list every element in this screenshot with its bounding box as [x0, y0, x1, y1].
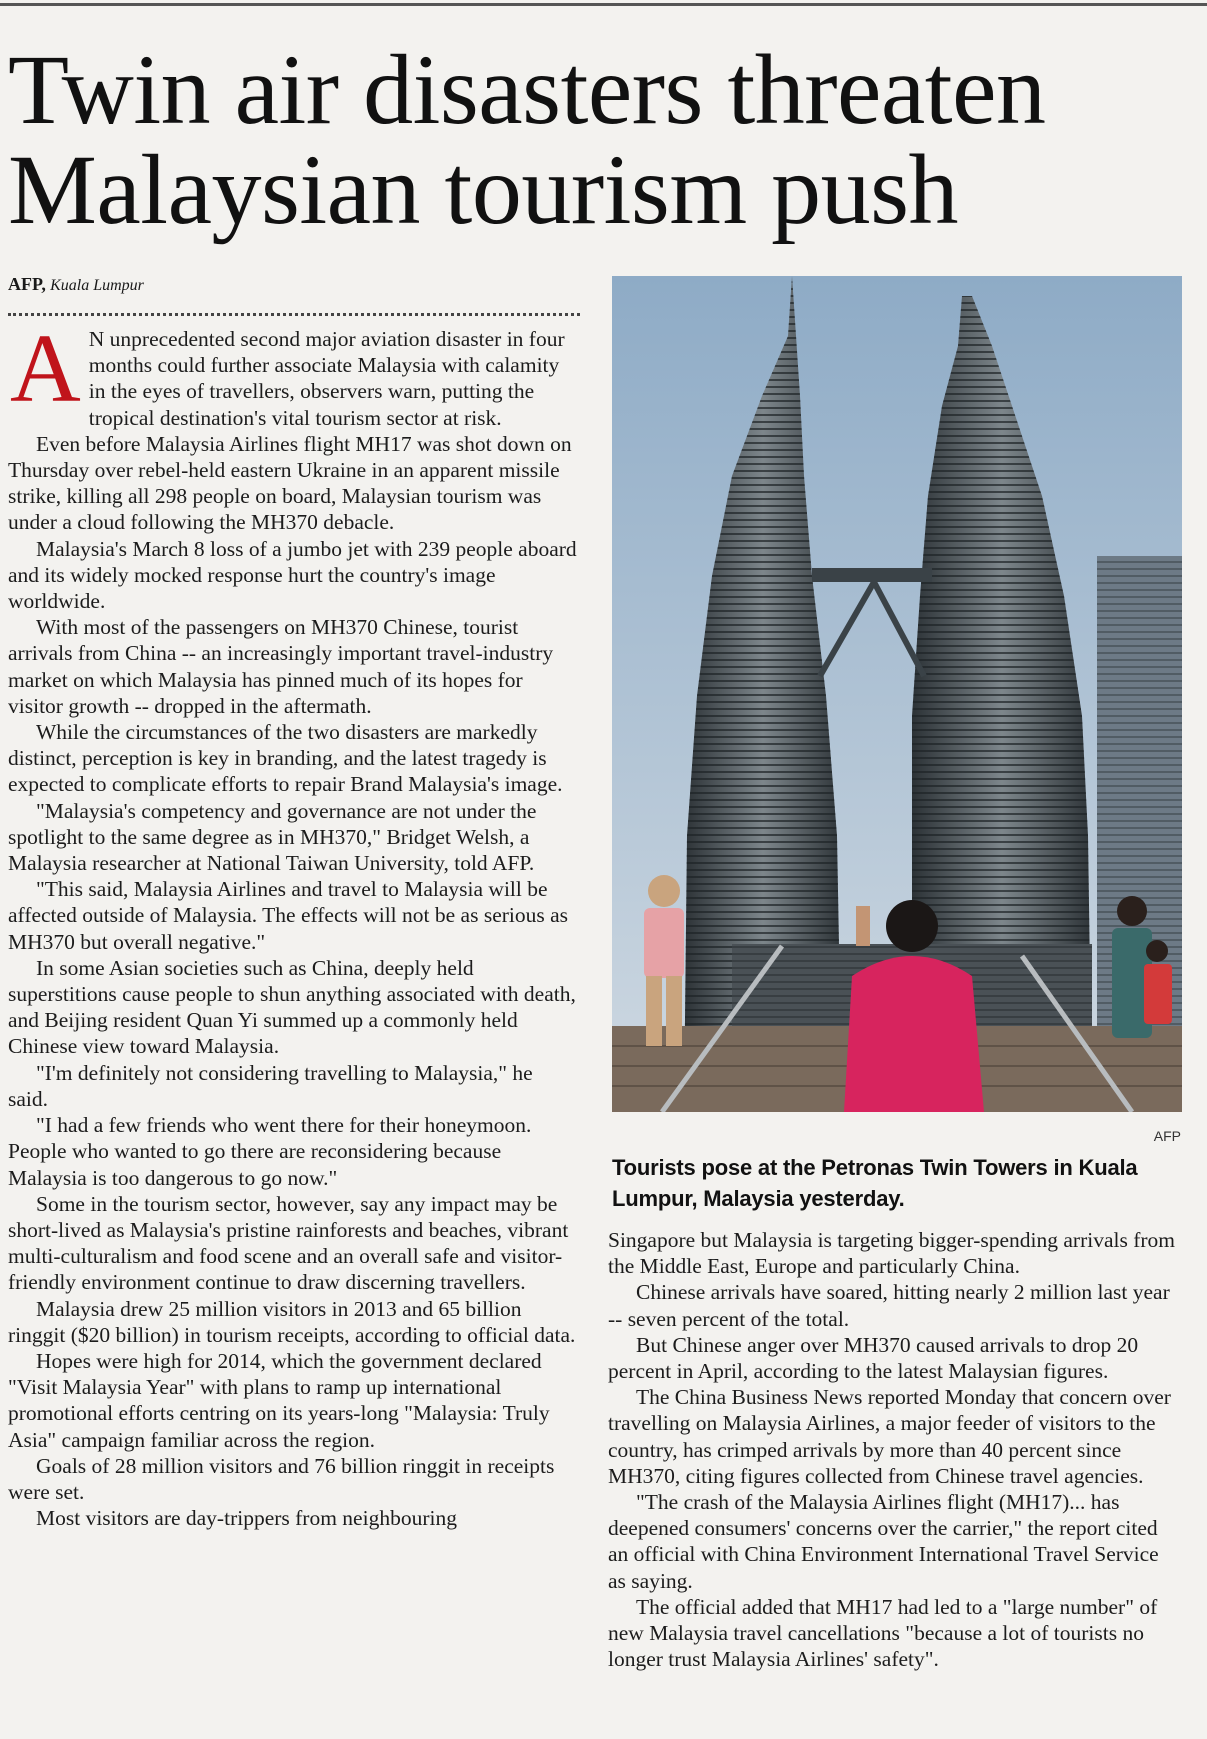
lead-text: N unprecedented second major aviation disaster in four months could further associate Malaysia with calamity in the eyes of travellers, observers warn, putting the tropical destination's vital tourism sector at risk. [88, 327, 565, 430]
paragraph: Hopes were high for 2014, which the government declared "Visit Malaysia Year" with plans to ramp up international promotional efforts centring on its years-long "Malaysia: Truly Asia" campaign familiar across the region. [8, 1348, 550, 1452]
paragraph: The official added that MH17 had led to a "large number" of new Malaysia travel cancellations "because a lot of tourists no longer trust Malaysia Airlines' safety". [608, 1594, 1158, 1672]
paragraph: "The crash of the Malaysia Airlines flight (MH17)... has deepened consumers' concerns over the carrier," the report cited an official with China Environment International Travel Service as saying. [608, 1490, 1159, 1593]
article-column-right [608, 1227, 1178, 1672]
paragraph: Some in the tourism sector, however, say any impact may be short-lived as Malaysia's pristine rainforests and beaches, vibrant multi-culturalism and food scene and an overall safe and visitor-friendly environment continue to draw discerning travellers. [8, 1191, 569, 1295]
towers-photo [612, 276, 1182, 1112]
paragraph: While the circumstances of the two disasters are markedly distinct, perception is key in branding, and the latest tragedy is expected to complicate efforts to repair Brand Malaysia's image. [8, 720, 563, 797]
paragraph: "I'm definitely not considering travelling to Malaysia," he said. [8, 1060, 533, 1111]
paragraph: The China Business News reported Monday that concern over travelling on Malaysia Airlines, a major feeder of visitors to the country, has crimped arrivals by more than 40 percent since MH370, citing figures collected from Chinese travel agencies. [608, 1385, 1171, 1488]
paragraph: Malaysia's March 8 loss of a jumbo jet with 239 people aboard and its widely mocked response hurt the country's image worldwide. [8, 536, 577, 614]
byline [8, 274, 144, 295]
paragraph: But Chinese anger over MH370 caused arrivals to drop 20 percent in April, according to the latest Malaysian figures. [608, 1332, 1139, 1384]
paragraph: "Malaysia's competency and governance are not under the spotlight to the same degree as in MH370," Bridget Welsh, a Malaysia researcher at National Taiwan University, told AFP. [8, 798, 537, 876]
paragraph: Chinese arrivals have soared, hitting nearly 2 million last year -- seven percent of the total. [608, 1280, 1170, 1331]
headline: Twin air disasters threaten Malaysian tourism push [8, 34, 1046, 245]
dotted-divider [8, 313, 580, 316]
paragraph: "This said, Malaysia Airlines and travel to Malaysia will be affected outside of Malaysia. The effects will not be as serious as MH370 but overall negative." [8, 877, 569, 954]
paragraph: With most of the passengers on MH370 Chinese, tourist arrivals from China -- an increasingly important travel-industry market on which Malaysia has pinned much of its hopes for visitor growth -- dropped in the aftermath. [8, 615, 554, 718]
top-rule [0, 3, 1207, 6]
byline-agency: AFP, [8, 274, 46, 294]
paragraph: Most visitors are day-trippers from neighbouring [36, 1506, 457, 1531]
photo-credit: AFP [1153, 1128, 1181, 1144]
paragraph: In some Asian societies such as China, deeply held superstitions cause people to shun anything associated with death, and Beijing resident Quan Yi summed up a commonly held Chinese view toward Malaysia. [8, 955, 576, 1059]
article-column-left [8, 315, 578, 1531]
paragraph: Malaysia drew 25 million visitors in 2013 and 65 billion ringgit ($20 billion) in tourism receipts, according to official data. [8, 1296, 576, 1347]
byline-location: Kuala Lumpur [50, 277, 144, 294]
paragraph: "I had a few friends who went there for their honeymoon. People who wanted to go there are reconsidering because Malaysia is too dangerous to go now." [8, 1113, 532, 1190]
continuation-paragraph: Singapore but Malaysia is targeting bigger-spending arrivals from the Middle East, Europe and particularly China. [608, 1228, 1175, 1279]
photo-caption: Tourists pose at the Petronas Twin Towers in Kuala Lumpur, Malaysia yesterday. [612, 1155, 1138, 1211]
lead-paragraph [8, 315, 578, 431]
drop-cap: A [10, 315, 81, 423]
paragraph: Even before Malaysia Airlines flight MH17 was shot down on Thursday over rebel-held eastern Ukraine in an apparent missile strike, killing all 298 people on board, Malaysian tourism was under a cloud following the MH370 debacle. [8, 431, 572, 535]
paragraph: Goals of 28 million visitors and 76 billion ringgit in receipts were set. [8, 1453, 555, 1504]
